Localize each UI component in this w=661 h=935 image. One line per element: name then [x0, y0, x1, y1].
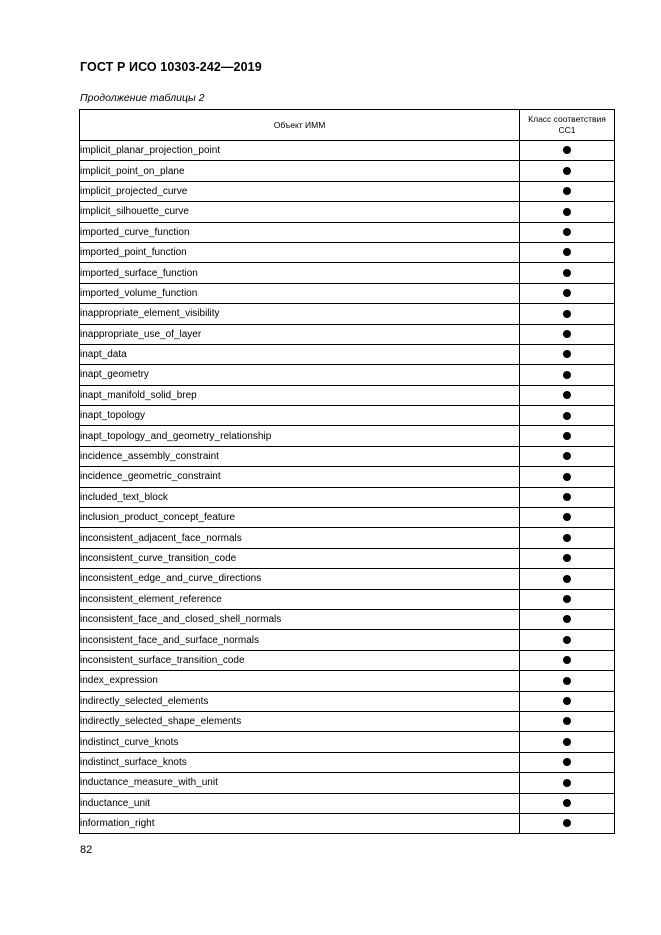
filled-circle-icon: [563, 554, 571, 562]
conformance-cell: [520, 344, 615, 364]
filled-circle-icon: [563, 452, 571, 460]
filled-circle-icon: [563, 636, 571, 644]
conformance-cell: [520, 283, 615, 303]
table-row: [80, 752, 615, 772]
filled-circle-icon: [563, 677, 571, 685]
conformance-cell: [520, 691, 615, 711]
table-row: [80, 609, 615, 629]
column-header-object: Объект ИММ: [80, 110, 520, 141]
entity-name: included_text_block: [80, 487, 520, 507]
table-row: [80, 406, 615, 426]
conformance-cell: [520, 324, 615, 344]
entity-name: inclusion_product_concept_feature: [80, 508, 520, 528]
entity-name: imported_point_function: [80, 242, 520, 262]
filled-circle-icon: [563, 228, 571, 236]
entity-name: indirectly_selected_elements: [80, 691, 520, 711]
filled-circle-icon: [563, 350, 571, 358]
conformance-cell: [520, 793, 615, 813]
document-header: ГОСТ Р ИСО 10303-242—2019: [80, 60, 262, 74]
entity-name: index_expression: [80, 671, 520, 691]
entity-name: indistinct_surface_knots: [80, 752, 520, 772]
table-row: [80, 773, 615, 793]
entity-name: imported_surface_function: [80, 263, 520, 283]
filled-circle-icon: [563, 289, 571, 297]
filled-circle-icon: [563, 779, 571, 787]
entity-name: implicit_projected_curve: [80, 181, 520, 201]
conformance-cell: [520, 752, 615, 772]
table-row: [80, 508, 615, 528]
filled-circle-icon: [563, 513, 571, 521]
entity-name: inapt_geometry: [80, 365, 520, 385]
table-row: [80, 467, 615, 487]
table-row: [80, 589, 615, 609]
conformance-cell: [520, 202, 615, 222]
conformance-cell: [520, 426, 615, 446]
conformance-cell: [520, 508, 615, 528]
entity-name: indirectly_selected_shape_elements: [80, 711, 520, 731]
conformance-cell: [520, 589, 615, 609]
conformance-cell: [520, 609, 615, 629]
conformance-cell: [520, 263, 615, 283]
table-row: [80, 161, 615, 181]
conformance-cell: [520, 446, 615, 466]
entity-name: inapt_topology_and_geometry_relationship: [80, 426, 520, 446]
table-row: [80, 630, 615, 650]
entity-name: inductance_unit: [80, 793, 520, 813]
table-body: [80, 141, 615, 834]
table-row: [80, 324, 615, 344]
conformance-cell: [520, 773, 615, 793]
conformance-table: [79, 109, 615, 834]
table-row: [80, 304, 615, 324]
table-row: [80, 344, 615, 364]
entity-name: inconsistent_face_and_closed_shell_normals: [80, 609, 520, 629]
entity-name: inconsistent_edge_and_curve_directions: [80, 569, 520, 589]
conformance-cell: [520, 711, 615, 731]
conformance-cell: [520, 304, 615, 324]
entity-name: implicit_silhouette_curve: [80, 202, 520, 222]
filled-circle-icon: [563, 738, 571, 746]
conformance-cell: [520, 242, 615, 262]
entity-name: imported_curve_function: [80, 222, 520, 242]
column-header-class-line2: CC1: [558, 125, 576, 135]
filled-circle-icon: [563, 656, 571, 664]
filled-circle-icon: [563, 595, 571, 603]
conformance-cell: [520, 467, 615, 487]
conformance-cell: [520, 181, 615, 201]
entity-name: inconsistent_curve_transition_code: [80, 548, 520, 568]
table-row: [80, 385, 615, 405]
entity-name: information_right: [80, 813, 520, 833]
filled-circle-icon: [563, 167, 571, 175]
entity-name: inconsistent_face_and_surface_normals: [80, 630, 520, 650]
filled-circle-icon: [563, 310, 571, 318]
entity-name: implicit_point_on_plane: [80, 161, 520, 181]
table-row: [80, 671, 615, 691]
conformance-cell: [520, 365, 615, 385]
conformance-cell: [520, 569, 615, 589]
table-row: [80, 711, 615, 731]
entity-name: inconsistent_surface_transition_code: [80, 650, 520, 670]
entity-name: inductance_measure_with_unit: [80, 773, 520, 793]
entity-name: incidence_geometric_constraint: [80, 467, 520, 487]
entity-name: inconsistent_element_reference: [80, 589, 520, 609]
table-row: [80, 650, 615, 670]
filled-circle-icon: [563, 412, 571, 420]
table-row: [80, 222, 615, 242]
conformance-cell: [520, 671, 615, 691]
table-row: [80, 181, 615, 201]
filled-circle-icon: [563, 473, 571, 481]
conformance-cell: [520, 406, 615, 426]
entity-name: incidence_assembly_constraint: [80, 446, 520, 466]
filled-circle-icon: [563, 187, 571, 195]
entity-name: inapt_data: [80, 344, 520, 364]
filled-circle-icon: [563, 534, 571, 542]
table-row: [80, 813, 615, 833]
table-row: [80, 426, 615, 446]
entity-name: inappropriate_element_visibility: [80, 304, 520, 324]
filled-circle-icon: [563, 697, 571, 705]
conformance-cell: [520, 650, 615, 670]
table-row: [80, 365, 615, 385]
filled-circle-icon: [563, 758, 571, 766]
filled-circle-icon: [563, 208, 571, 216]
conformance-cell: [520, 813, 615, 833]
filled-circle-icon: [563, 330, 571, 338]
conformance-cell: [520, 732, 615, 752]
column-header-class-line1: Класс соответствия: [528, 114, 606, 124]
page-number: 82: [80, 844, 93, 856]
filled-circle-icon: [563, 819, 571, 827]
table-row: [80, 283, 615, 303]
filled-circle-icon: [563, 269, 571, 277]
table-row: [80, 141, 615, 161]
entity-name: inconsistent_adjacent_face_normals: [80, 528, 520, 548]
entity-name: imported_volume_function: [80, 283, 520, 303]
entity-name: indistinct_curve_knots: [80, 732, 520, 752]
table-row: [80, 528, 615, 548]
conformance-cell: [520, 161, 615, 181]
table-row: [80, 691, 615, 711]
filled-circle-icon: [563, 146, 571, 154]
conformance-cell: [520, 141, 615, 161]
conformance-cell: [520, 630, 615, 650]
table-row: [80, 793, 615, 813]
table-row: [80, 487, 615, 507]
filled-circle-icon: [563, 615, 571, 623]
table-row: [80, 548, 615, 568]
filled-circle-icon: [563, 371, 571, 379]
table-row: [80, 732, 615, 752]
conformance-cell: [520, 222, 615, 242]
entity-name: inapt_manifold_solid_brep: [80, 385, 520, 405]
table-row: [80, 202, 615, 222]
filled-circle-icon: [563, 432, 571, 440]
filled-circle-icon: [563, 575, 571, 583]
table-row: [80, 242, 615, 262]
filled-circle-icon: [563, 717, 571, 725]
table-header-row: [80, 110, 615, 141]
entity-name: inappropriate_use_of_layer: [80, 324, 520, 344]
table-row: [80, 446, 615, 466]
conformance-cell: [520, 548, 615, 568]
entity-name: implicit_planar_projection_point: [80, 141, 520, 161]
conformance-cell: [520, 528, 615, 548]
entity-name: inapt_topology: [80, 406, 520, 426]
filled-circle-icon: [563, 391, 571, 399]
table-caption: Продолжение таблицы 2: [80, 92, 205, 104]
column-header-class: [520, 110, 615, 141]
conformance-cell: [520, 487, 615, 507]
filled-circle-icon: [563, 248, 571, 256]
filled-circle-icon: [563, 493, 571, 501]
filled-circle-icon: [563, 799, 571, 807]
conformance-cell: [520, 385, 615, 405]
table-row: [80, 263, 615, 283]
table-row: [80, 569, 615, 589]
